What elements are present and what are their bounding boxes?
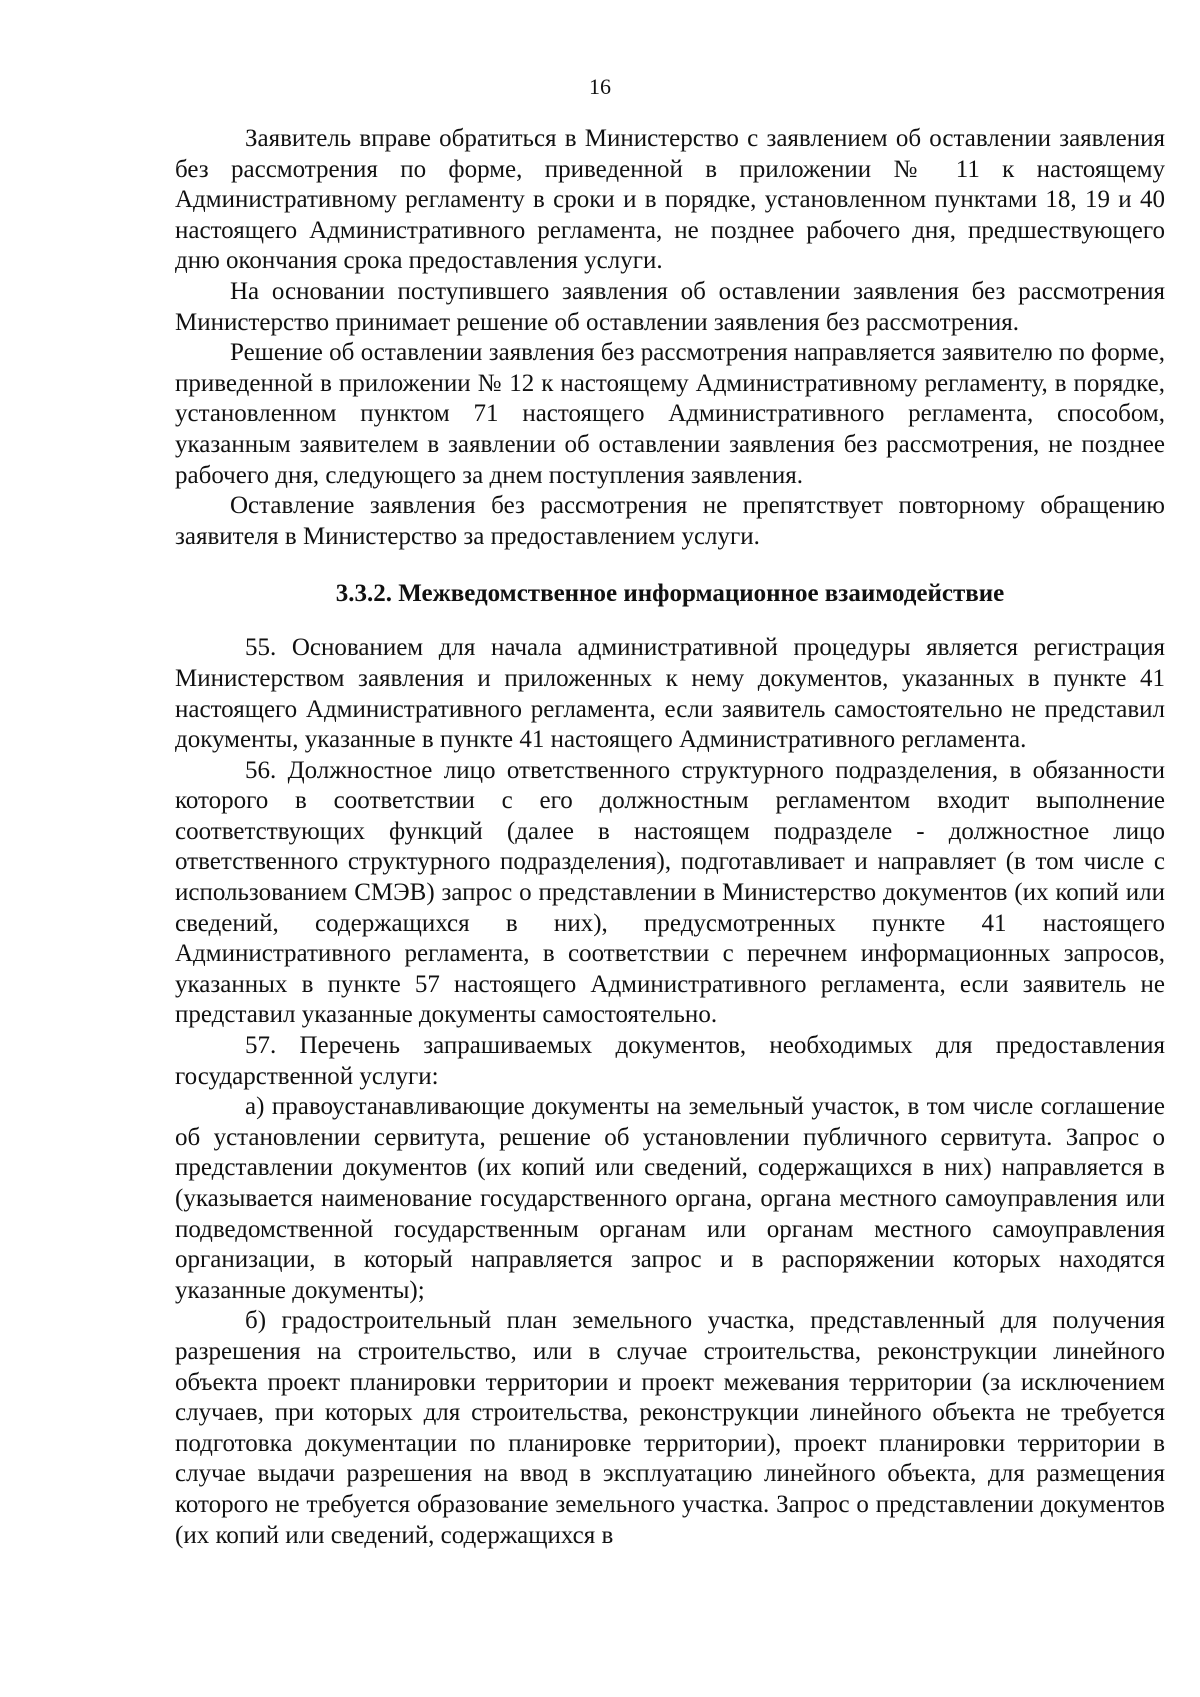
- page-number: 16: [589, 74, 611, 99]
- paragraph-subitem-b: б) градостроительный план земельного участка, представленный для получения разрешения на строительство, или в случае строительства, реконструкции линейного объекта проект планировки территории и проект межевания территории (за исключением случаев, при которых для строительства, реконструкции линейного объекта не требуется подготовка документации по планировке территории), проект планировки территории в случае выдачи разрешения на ввод в эксплуатацию линейного объекта, для размещения которого не требуется образование земельного участка. Запрос о представлении документов (их копий или сведений, содержащихся в: [175, 1307, 1165, 1549]
- paragraph-decision-sent: Решение об оставлении заявления без рассмотрения направляется заявителю по форме, приведенной в приложении № 12 к настоящему Административному регламенту, в порядке, установленном пунктом 71 настоящего Административного регламента, способом, указанным заявителем в заявлении об оставлении заявления без рассмотрения, не позднее рабочего дня, следующего за днем поступления заявления.: [175, 339, 1165, 489]
- section-heading: 3.3.2. Межведомственное информационное взаимодействие: [335, 580, 1005, 608]
- paragraph-item-57: 57. Перечень запрашиваемых документов, необходимых для предоставления государственной услуги:: [175, 1032, 1165, 1090]
- paragraph-subitem-a: а) правоустанавливающие документы на земельный участок, в том числе соглашение об установлении сервитута, решение об установлении публичного сервитута. Запрос о представлении документов (их копий или сведений, содержащихся в них) направляется в (указывается наименование государственного органа, органа местного самоуправления или подведомственной государственным органам или органам местного самоуправления организации, в который направляется запрос и в распоряжении которых находятся указанные документы);: [175, 1093, 1165, 1304]
- paragraph-application-withdrawal: Заявитель вправе обратиться в Министерство с заявлением об оставлении заявления без рассмотрения по форме, приведенной в приложении № 11 к настоящему Административному регламенту в сроки и в порядке, установленном пунктами 18, 19 и 40 настоящего Административного регламента, не позднее рабочего дня, предшествующего дню окончания срока предоставления услуги.: [175, 125, 1165, 275]
- paragraph-item-55: 55. Основанием для начала административной процедуры является регистрация Министерством заявления и приложенных к нему документов, указанных в пункте 41 настоящего Административного регламента, если заявитель самостоятельно не представил документы, указанные в пункте 41 настоящего Административного регламента.: [175, 634, 1165, 754]
- document-body: [175, 124, 1165, 1551]
- paragraph-item-56: 56. Должностное лицо ответственного структурного подразделения, в обязанности которого в соответствии с его должностным регламентом входит выполнение соответствующих функций (далее в настоящем подразделе - должностное лицо ответственного структурного подразделения), подготавливает и направляет (в том числе с использованием СМЭВ) запрос о представлении в Министерство документов (их копий или сведений, содержащихся в них), предусмотренных пункте 41 настоящего Административного регламента, в соответствии с перечнем информационных запросов, указанных в пункте 57 настоящего Административного регламента, если заявитель не представил указанные документы самостоятельно.: [175, 756, 1165, 1029]
- paragraph-repeat-request: Оставление заявления без рассмотрения не препятствует повторному обращению заявителя в Министерство за предоставлением услуги.: [175, 492, 1165, 550]
- paragraph-ministry-decision: На основании поступившего заявления об оставлении заявления без рассмотрения Министерство принимает решение об оставлении заявления без рассмотрения.: [175, 277, 1165, 336]
